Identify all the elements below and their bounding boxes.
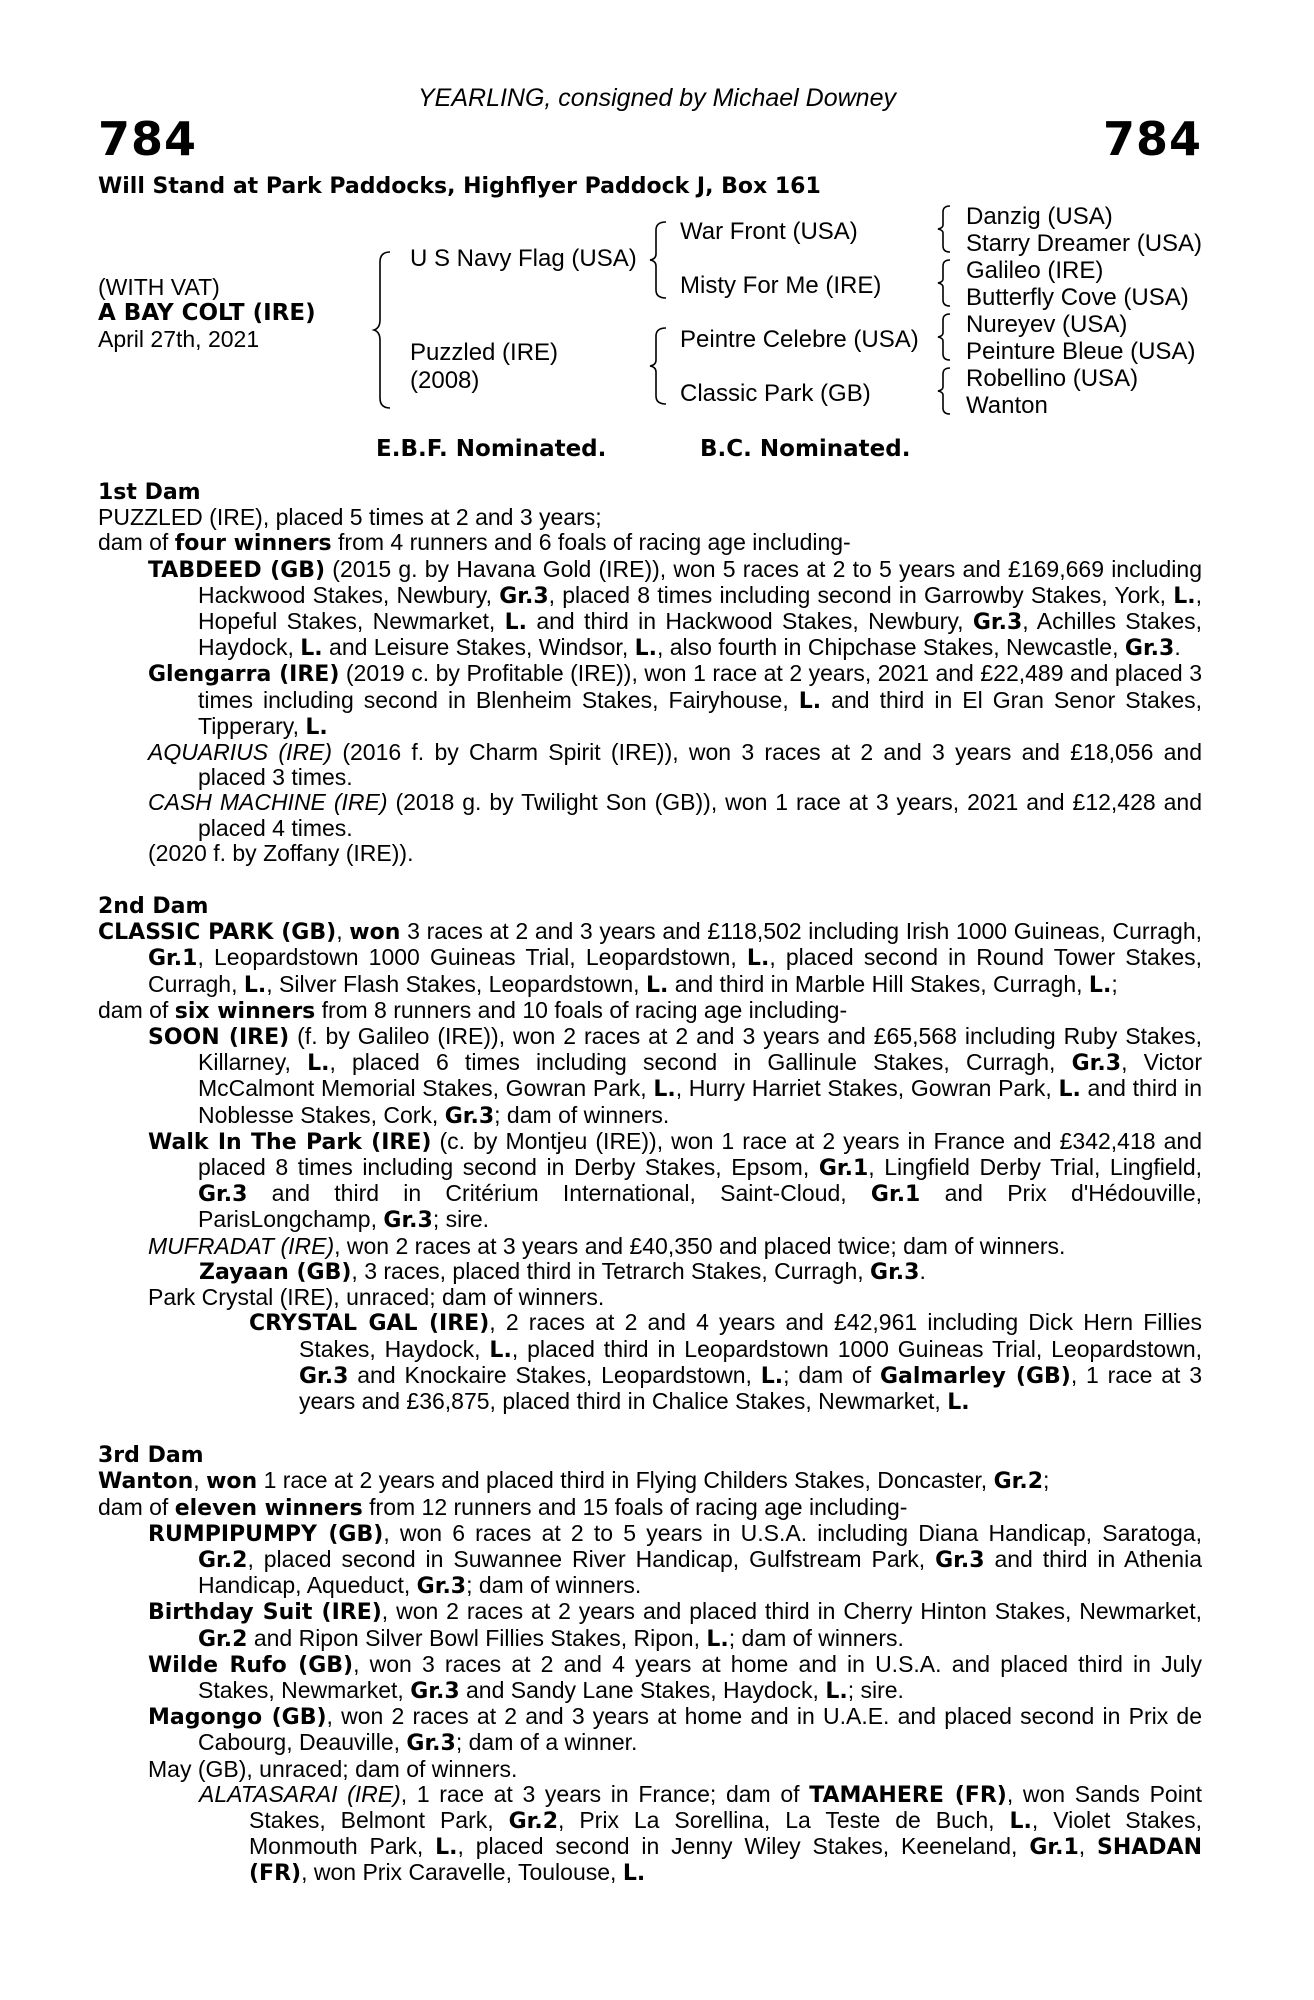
produce-may: May (GB), unraced; dam of winners.: [148, 1755, 518, 1782]
pedigree-bracket-sd: [938, 258, 954, 308]
pedigree-dam-year: (2008): [410, 367, 480, 394]
second-dam-heading: 2nd Dam: [98, 894, 209, 920]
horse-dob: April 27th, 2021: [98, 326, 260, 352]
pedigree-sdd: Butterfly Cove (USA): [966, 284, 1189, 311]
first-dam-produce: dam of four winners from 4 runners and 6 foals of racing age including-: [98, 529, 851, 557]
produce-walk-in-the-park: Walk In The Park (IRE) (c. by Montjeu (IRE)), won 1 race at 2 years in France and £342,418 and placed 8 times including second in Derby Stakes, Epsom, Gr.1, Lingfield Derby Trial, Lingfield, Gr.3 and third in Critérium International, Saint-Cloud, Gr.1 and Prix d'Hédouville, ParisLongchamp, Gr.3; sire.: [148, 1127, 1203, 1234]
pedigree-ddd: Wanton: [966, 392, 1048, 419]
pedigree-bracket-ss: [938, 204, 954, 254]
produce-birthday-suit: Birthday Suit (IRE), won 2 races at 2 years and placed third in Cherry Hinton Stakes, Newmarket, Gr.2 and Ripon Silver Bowl Fillies Stakes, Ripon, L.; dam of winners.: [148, 1598, 1202, 1652]
pedigree-dam: Puzzled (IRE): [410, 339, 559, 366]
produce-aquarius: AQUARIUS (IRE) (2016 f. by Charm Spirit (IRE)), won 3 races at 2 and 3 years and £18,056 and placed 3 times.: [148, 739, 1202, 791]
pedigree-dsd: Peinture Bleue (USA): [966, 338, 1196, 365]
produce-crystal-gal: CRYSTAL GAL (IRE), 2 races at 2 and 4 years and £42,961 including Dick Hern Fillies Stakes, Haydock, L., placed third in Leopardstown 1000 Guineas Trial, Leopardstown, Gr.3 and Knockaire Stakes, Leopardstown, L.; dam of Galmarley (GB), 1 race at 3 years and £36,875, placed third in Chalice Stakes, Newmarket, L.: [249, 1309, 1203, 1415]
produce-alatasarai: ALATASARAI (IRE), 1 race at 3 years in France; dam of TAMAHERE (FR), won Sands Point Stakes, Belmont Park, Gr.2, Prix La Sorellina, La Teste de Buch, L., Violet Stakes, Monmouth Park, L., placed second in Jenny Wiley Stakes, Keeneland, Gr.1, SHADAN (FR), won Prix Caravelle, Toulouse, L.: [199, 1780, 1203, 1887]
produce-mufradat: MUFRADAT (IRE), won 2 races at 3 years and £40,350 and placed twice; dam of winners.: [148, 1232, 1066, 1259]
second-dam-produce: dam of six winners from 8 runners and 10 foals of racing age including-: [98, 996, 848, 1024]
pedigree-bracket-dam: [650, 326, 670, 406]
second-dam-record: CLASSIC PARK (GB), won 3 races at 2 and 3 years and £118,502 including Irish 1000 Guineas, Curragh, Gr.1, Leopardstown 1000 Guineas Trial, Leopardstown, L., placed second in Round Tower Stakes, Curragh, L., Silver Flash Stakes, Leopardstown, L. and third in Marble Hill Stakes, Curragh, L.;: [98, 918, 1203, 998]
pedigree-sds: Galileo (IRE): [966, 257, 1104, 284]
vat-note: (WITH VAT): [98, 274, 220, 300]
third-dam-heading: 3rd Dam: [98, 1443, 204, 1469]
pedigree-sire-dam: Misty For Me (IRE): [680, 272, 882, 299]
produce-cash-machine: CASH MACHINE (IRE) (2018 g. by Twilight Son (GB)), won 1 race at 3 years, 2021 and £12,428 and placed 4 times.: [148, 789, 1202, 841]
pedigree-sire: U S Navy Flag (USA): [410, 245, 637, 272]
pedigree-dam-dam: Classic Park (GB): [680, 380, 871, 407]
produce-2020-filly: (2020 f. by Zoffany (IRE)).: [148, 839, 414, 866]
produce-tabdeed: TABDEED (GB) (2015 g. by Havana Gold (IRE)), won 5 races at 2 to 5 years and £169,669 including Hackwood Stakes, Newbury, Gr.3, placed 8 times including second in Garrowby Stakes, York, L., Hopeful Stakes, Newmarket, L. and third in Hackwood Stakes, Newbury, Gr.3, Achilles Stakes, Haydock, L. and Leisure Stakes, Windsor, L., also fourth in Chipchase Stakes, Newcastle, Gr.3.: [148, 555, 1203, 662]
first-dam-heading: 1st Dam: [98, 480, 201, 505]
ebf-nomination: E.B.F. Nominated.: [376, 436, 607, 462]
third-dam-record: Wanton, won 1 race at 2 years and placed third in Flying Childers Stakes, Doncaster, Gr.2;: [98, 1467, 1050, 1495]
produce-magongo: Magongo (GB), won 2 races at 2 and 3 years at home and in U.A.E. and placed second in Prix de Cabourg, Deauville, Gr.3; dam of a winner.: [148, 1703, 1202, 1757]
produce-zayaan: Zayaan (GB), 3 races, placed third in Tetrarch Stakes, Curragh, Gr.3.: [199, 1257, 926, 1285]
produce-glengarra: Glengarra (IRE) (2019 c. by Profitable (IRE)), won 1 race at 2 years, 2021 and £22,489 and placed 3 times including second in Blenheim Stakes, Fairyhouse, L. and third in El Gran Senor Stakes, Tipperary, L.: [148, 660, 1202, 740]
catalogue-body: [98, 480, 1202, 1887]
produce-park-crystal: Park Crystal (IRE), unraced; dam of winners.: [148, 1284, 605, 1311]
produce-wilde-rufo: Wilde Rufo (GB), won 3 races at 2 and 4 years at home and in U.S.A. and placed third in July Stakes, Newmarket, Gr.3 and Sandy Lane Stakes, Haydock, L.; sire.: [148, 1650, 1203, 1704]
catalogue-subtitle: YEARLING, consigned by Michael Downey: [417, 84, 896, 112]
lot-number-left: 784: [98, 112, 198, 166]
pedigree-ssd: Starry Dreamer (USA): [966, 230, 1203, 257]
pedigree-dss: Nureyev (USA): [966, 311, 1128, 338]
produce-rumpipumpy: RUMPIPUMPY (GB), won 6 races at 2 to 5 years in U.S.A. including Diana Handicap, Saratoga, Gr.2, placed second in Suwannee River Handicap, Gulfstream Park, Gr.3 and third in Athenia Handicap, Aqueduct, Gr.3; dam of winners.: [148, 1519, 1202, 1600]
horse-name: A BAY COLT (IRE): [98, 300, 316, 326]
lot-number-right: 784: [1102, 112, 1202, 166]
pedigree-sire-sire: War Front (USA): [680, 218, 858, 245]
bc-nomination: B.C. Nominated.: [700, 436, 911, 462]
pedigree-dam-sire: Peintre Celebre (USA): [680, 326, 919, 353]
pedigree-dds: Robellino (USA): [966, 365, 1139, 392]
pedigree-sss: Danzig (USA): [966, 203, 1113, 230]
pedigree-bracket-dd: [938, 366, 954, 416]
first-dam-line: PUZZLED (IRE), placed 5 times at 2 and 3 years;: [98, 504, 602, 531]
stand-location: Will Stand at Park Paddocks, Highflyer Paddock J, Box 161: [98, 174, 821, 199]
pedigree-bracket-ds: [938, 312, 954, 362]
pedigree-bracket-sire: [650, 220, 670, 300]
third-dam-produce: dam of eleven winners from 12 runners and 15 foals of racing age including-: [98, 1493, 908, 1521]
produce-soon: SOON (IRE) (f. by Galileo (IRE)), won 2 races at 2 and 3 years and £65,568 including Ruby Stakes, Killarney, L., placed 6 times including second in Gallinule Stakes, Curragh, Gr.3, Victor McCalmont Memorial Stakes, Gowran Park, L., Hurry Harriet Stakes, Gowran Park, L. and third in Noblesse Stakes, Cork, Gr.3; dam of winners.: [148, 1023, 1202, 1129]
pedigree-bracket-main: [374, 250, 394, 410]
